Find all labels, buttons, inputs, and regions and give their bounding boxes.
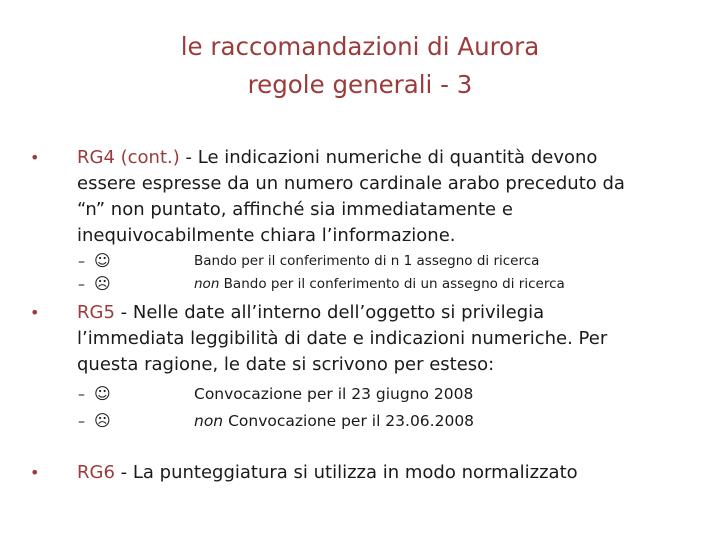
example-text: Bando per il conferimento di n 1 assegno di ricerca xyxy=(194,253,540,269)
smiley-icon: ☺ xyxy=(94,251,111,270)
bullet-icon: • xyxy=(30,303,40,322)
bullet-icon: • xyxy=(30,148,40,167)
example-text: Convocazione per il 23 giugno 2008 xyxy=(194,385,474,403)
frown-icon: ☹ xyxy=(94,274,111,293)
rule-key: RG6 xyxy=(77,462,115,483)
example-good xyxy=(78,383,474,406)
example-text: non Convocazione per il 23.06.2008 xyxy=(194,412,475,430)
rule-sep: - xyxy=(114,462,133,483)
rule-line: l’immediata leggibilità di date e indicazioni numeriche. Per xyxy=(77,328,608,349)
smiley-icon: ☺ xyxy=(94,384,111,403)
frown-icon: ☹ xyxy=(94,411,111,430)
rule-line: “n” non puntato, affinché sia immediatamente e xyxy=(77,199,513,220)
rule-key: RG5 xyxy=(77,302,115,323)
rule-line: Le indicazioni numeriche di quantità devono xyxy=(197,147,598,168)
dash: – xyxy=(78,277,85,293)
rule-sep: - xyxy=(179,147,198,168)
dash: – xyxy=(78,387,85,403)
example-bad xyxy=(78,273,565,296)
bullet-icon: • xyxy=(30,463,40,482)
title-line-1: le raccomandazioni di Aurora xyxy=(180,32,540,61)
example-bad xyxy=(78,410,475,433)
example-good xyxy=(78,250,540,273)
dash: – xyxy=(78,414,85,430)
slide-title xyxy=(0,28,720,104)
rule-line: inequivocabilmente chiara l’informazione. xyxy=(77,225,456,246)
rule-line: questa ragione, le date si scrivono per esteso: xyxy=(77,354,495,375)
rule-line: Nelle date all’interno dell’oggetto si privilegia xyxy=(132,302,545,323)
rule-line: essere espresse da un numero cardinale arabo preceduto da xyxy=(77,173,625,194)
rule-rg4 xyxy=(30,145,710,249)
rule-rg5 xyxy=(30,300,710,378)
title-line-2: regole generali - 3 xyxy=(247,70,473,99)
rule-rg6 xyxy=(30,460,710,486)
rule-line: La punteggiatura si utilizza in modo normalizzato xyxy=(132,462,578,483)
dash: – xyxy=(78,254,85,270)
example-text: non Bando per il conferimento di un assegno di ricerca xyxy=(194,276,565,292)
rule-sep: - xyxy=(114,302,133,323)
rule-key: RG4 (cont.) xyxy=(77,147,180,168)
